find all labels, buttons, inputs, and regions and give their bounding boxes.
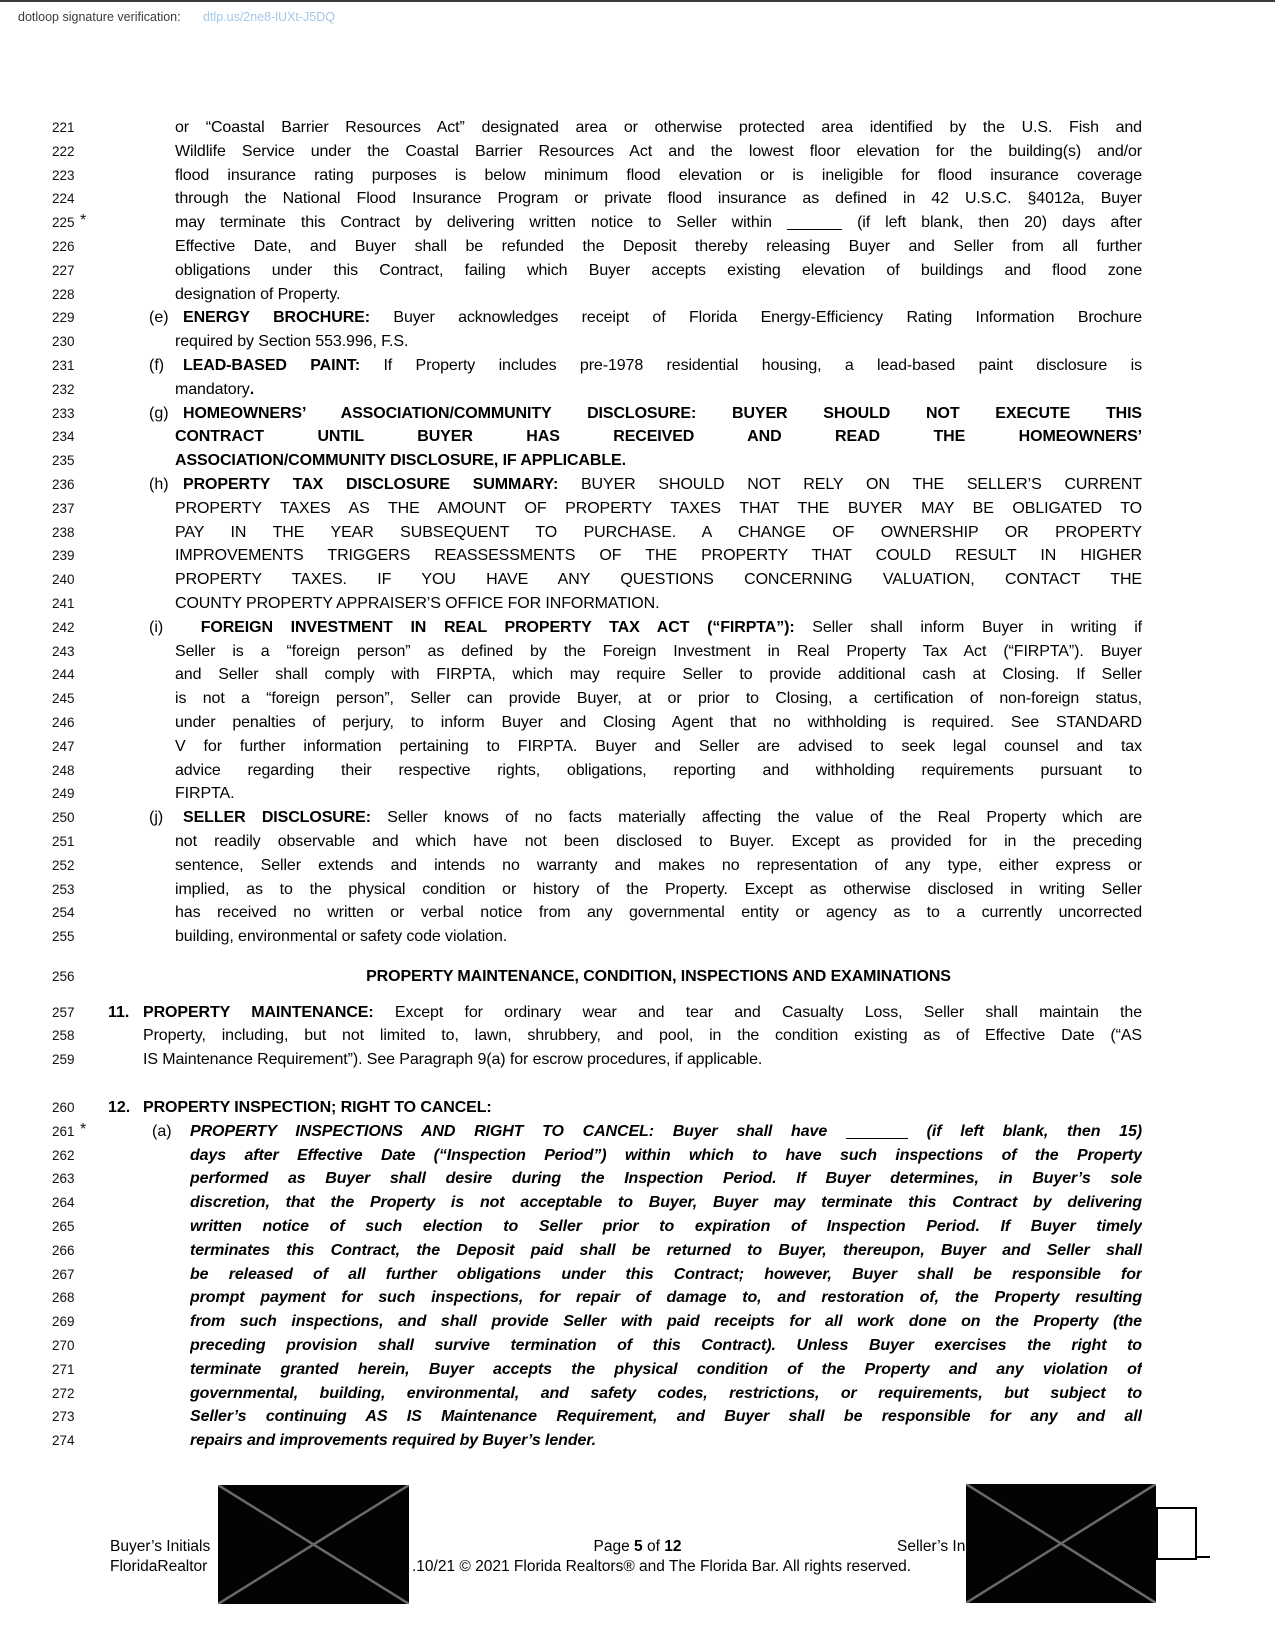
line-text: PROPERTY TAX DISCLOSURE SUMMARY: BUYER SHOULD NOT RELY ON THE SELLER’S CURRENT bbox=[183, 475, 1142, 493]
line-number: 245 bbox=[52, 691, 75, 707]
line-number: 258 bbox=[52, 1028, 75, 1044]
document-line bbox=[0, 830, 1275, 854]
line-number: 241 bbox=[52, 595, 75, 611]
line-number: 248 bbox=[52, 762, 75, 778]
document-line bbox=[0, 378, 1275, 402]
document-line bbox=[0, 711, 1275, 735]
blank-field bbox=[846, 1125, 908, 1139]
line-number: 235 bbox=[52, 453, 75, 469]
document-line bbox=[0, 592, 1275, 616]
document-line bbox=[0, 878, 1275, 902]
line-number: 232 bbox=[52, 381, 75, 397]
line-number: 255 bbox=[52, 929, 75, 945]
document-line bbox=[0, 306, 1275, 330]
line-number: 273 bbox=[52, 1409, 75, 1425]
line-number: 237 bbox=[52, 500, 75, 516]
line-text: not readily observable and which have not been disclosed to Buyer. Except as provided for in the preceding bbox=[175, 832, 1142, 850]
line-text: from such inspections, and shall provide Seller with paid receipts for all work done on the Property (the bbox=[190, 1313, 1142, 1331]
line-text: PROPERTY TAXES. IF YOU HAVE ANY QUESTIONS CONCERNING VALUATION, CONTACT THE bbox=[175, 571, 1142, 589]
document-line bbox=[0, 806, 1275, 830]
line-number: 274 bbox=[52, 1433, 75, 1449]
document-line bbox=[0, 1215, 1275, 1239]
clause-label: 12. bbox=[108, 1099, 131, 1117]
document-line bbox=[0, 965, 1275, 989]
line-text: V for further information pertaining to FIRPTA. Buyer and Seller are advised to seek legal counsel and tax bbox=[175, 737, 1142, 755]
document-line bbox=[0, 116, 1275, 140]
document-line bbox=[0, 1144, 1275, 1168]
document-line bbox=[0, 1167, 1275, 1191]
document-line bbox=[0, 544, 1275, 568]
line-text: through the National Flood Insurance Program or private flood insurance as defined in 42 U.S.C. §4012a, Buyer bbox=[175, 190, 1142, 208]
document-line bbox=[0, 925, 1275, 949]
line-number: 233 bbox=[52, 405, 75, 421]
line-text: prompt payment for such inspections, for repair of damage to, and restoration of, the Property resulting bbox=[190, 1289, 1142, 1307]
line-text: PROPERTY INSPECTION; RIGHT TO CANCEL: bbox=[143, 1099, 492, 1117]
line-text: preceding provision shall survive termination of this Contract). Unless Buyer exercises the right to bbox=[190, 1337, 1142, 1355]
line-text: COUNTY PROPERTY APPRAISER’S OFFICE FOR INFORMATION. bbox=[175, 594, 660, 612]
document-line bbox=[0, 354, 1275, 378]
line-text: HOMEOWNERS’ ASSOCIATION/COMMUNITY DISCLOSURE: BUYER SHOULD NOT EXECUTE THIS bbox=[183, 404, 1142, 422]
document-line bbox=[0, 283, 1275, 307]
line-text: has received no written or verbal notice from any governmental entity or agency as to a currently uncorrected bbox=[175, 904, 1142, 922]
line-number: 246 bbox=[52, 714, 75, 730]
line-text: sentence, Seller extends and intends no warranty and makes no representation of any type, either express or bbox=[175, 856, 1142, 874]
footer-form-name: FloridaRealtor bbox=[110, 1558, 208, 1575]
document-line bbox=[0, 616, 1275, 640]
line-text: is not a “foreign person”, Seller can provide Buyer, at or prior to Closing, a certification of non-foreign status, bbox=[175, 690, 1142, 708]
line-number: 223 bbox=[52, 167, 75, 183]
line-text: governmental, building, environmental, and safety codes, restrictions, or requirements, but subject to bbox=[190, 1384, 1142, 1402]
clause-label: (a) bbox=[152, 1122, 172, 1140]
clause-label: (f) bbox=[149, 356, 165, 374]
clause-label: (e) bbox=[149, 309, 169, 327]
line-asterisk: * bbox=[80, 212, 87, 230]
document-line bbox=[0, 1263, 1275, 1287]
line-text: CONTRACT UNTIL BUYER HAS RECEIVED AND READ THE HOMEOWNERS’ bbox=[175, 428, 1142, 446]
document-line bbox=[0, 1310, 1275, 1334]
line-number: 221 bbox=[52, 120, 75, 135]
line-number: 271 bbox=[52, 1361, 75, 1377]
clause-label: (h) bbox=[149, 475, 169, 493]
line-number: 244 bbox=[52, 667, 75, 683]
line-text: Effective Date, and Buyer shall be refunded the Deposit thereby releasing Buyer and Seller from all further bbox=[175, 237, 1142, 255]
document-line bbox=[0, 1405, 1275, 1429]
line-number: 256 bbox=[52, 968, 75, 984]
line-number: 269 bbox=[52, 1314, 75, 1330]
line-text: building, environmental or safety code violation. bbox=[175, 928, 508, 946]
line-text: performed as Buyer shall desire during the Inspection Period. If Buyer determines, in Buyer’s sole bbox=[190, 1170, 1142, 1188]
line-text: implied, as to the physical condition or history of the Property. Except as otherwise disclosed in writing Seller bbox=[175, 880, 1142, 898]
document-line bbox=[0, 259, 1275, 283]
line-text: discretion, that the Property is not acceptable to Buyer, Buyer may terminate this Contract by delivering bbox=[190, 1194, 1142, 1212]
document-line bbox=[0, 854, 1275, 878]
line-text: written notice of such election to Seller prior to expiration of Inspection Period. If Buyer timely bbox=[190, 1218, 1142, 1236]
line-number: 225 bbox=[52, 215, 75, 231]
document-line bbox=[0, 164, 1275, 188]
document-line bbox=[0, 1334, 1275, 1358]
line-number: 249 bbox=[52, 786, 75, 802]
document-line bbox=[0, 1096, 1275, 1120]
line-number: 226 bbox=[52, 238, 75, 254]
line-number: 264 bbox=[52, 1195, 75, 1211]
line-text: Property, including, but not limited to, lawn, shrubbery, and pool, in the condition existing as of Effective Date (“AS bbox=[143, 1027, 1142, 1045]
redaction-placeholder-icon bbox=[218, 1485, 409, 1604]
line-number: 263 bbox=[52, 1171, 75, 1187]
line-number: 247 bbox=[52, 738, 75, 754]
document-line bbox=[0, 568, 1275, 592]
line-asterisk: * bbox=[80, 1120, 87, 1138]
initials-entry-box bbox=[1156, 1507, 1197, 1560]
line-text: Seller is a “foreign person” as defined by the Foreign Investment in Real Property Tax Act (“FIRPTA”). Buyer bbox=[175, 642, 1142, 660]
footer-copyright: .10/21 © 2021 Florida Realtors® and The Florida Bar. All rights reserved. bbox=[412, 1558, 912, 1575]
page-number: Page 5 of 12 bbox=[593, 1538, 682, 1555]
line-text: or “Coastal Barrier Resources Act” designated area or otherwise protected area identified by the U.S. Fish and bbox=[175, 119, 1142, 136]
line-number: 260 bbox=[52, 1100, 75, 1116]
document-line bbox=[0, 1001, 1275, 1025]
document-line bbox=[0, 1120, 1275, 1144]
document-line bbox=[0, 1382, 1275, 1406]
line-text: flood insurance rating purposes is below minimum flood elevation or is ineligible for flood insurance coverage bbox=[175, 166, 1142, 184]
line-number: 239 bbox=[52, 548, 75, 564]
line-number: 253 bbox=[52, 881, 75, 897]
document-line bbox=[0, 449, 1275, 473]
line-text: FOREIGN INVESTMENT IN REAL PROPERTY TAX ACT (“FIRPTA”): Seller shall inform Buyer in writing if bbox=[183, 618, 1142, 636]
line-number: 250 bbox=[52, 810, 75, 826]
document-line bbox=[0, 687, 1275, 711]
sellers-initials-redaction-box bbox=[966, 1484, 1156, 1608]
line-number: 257 bbox=[52, 1004, 75, 1020]
line-number: 262 bbox=[52, 1147, 75, 1163]
clause-label: (j) bbox=[149, 809, 164, 827]
document-line bbox=[0, 901, 1275, 925]
document-line bbox=[0, 402, 1275, 426]
line-text: designation of Property. bbox=[175, 285, 341, 303]
document-line bbox=[0, 1429, 1275, 1453]
document-line bbox=[0, 521, 1275, 545]
line-number: 267 bbox=[52, 1266, 75, 1282]
document-line bbox=[0, 1048, 1275, 1072]
document-line bbox=[0, 1024, 1275, 1048]
line-text: Seller’s continuing AS IS Maintenance Requirement, and Buyer shall be responsible for any and all bbox=[190, 1408, 1142, 1426]
clause-label: (i) bbox=[149, 618, 164, 636]
document-line bbox=[0, 640, 1275, 664]
line-text: terminates this Contract, the Deposit paid shall be returned to Buyer, thereupon, Buyer and Seller shall bbox=[190, 1241, 1142, 1259]
line-number: 234 bbox=[52, 429, 75, 445]
document-line bbox=[0, 497, 1275, 521]
line-text: repairs and improvements required by Buyer’s lender. bbox=[190, 1432, 596, 1450]
line-text: PROPERTY TAXES AS THE AMOUNT OF PROPERTY TAXES THAT THE BUYER MAY BE OBLIGATED TO bbox=[175, 499, 1142, 517]
line-number: 228 bbox=[52, 286, 75, 302]
line-number: 265 bbox=[52, 1219, 75, 1235]
line-number: 230 bbox=[52, 334, 75, 350]
line-text: ASSOCIATION/COMMUNITY DISCLOSURE, IF APPLICABLE. bbox=[175, 452, 626, 470]
line-number: 243 bbox=[52, 643, 75, 659]
document-line bbox=[0, 759, 1275, 783]
line-text: and Seller shall comply with FIRPTA, which may require Seller to provide additional cash at Closing. If Seller bbox=[175, 666, 1142, 684]
document-line bbox=[0, 235, 1275, 259]
blank-field bbox=[787, 216, 842, 230]
line-text: PROPERTY MAINTENANCE, CONDITION, INSPECTIONS AND EXAMINATIONS bbox=[366, 967, 951, 985]
redaction-placeholder-icon bbox=[966, 1484, 1156, 1603]
line-number: 266 bbox=[52, 1242, 75, 1258]
document-line bbox=[0, 1191, 1275, 1215]
clause-label: (g) bbox=[149, 404, 169, 422]
line-text: LEAD-BASED PAINT: If Property includes pre-1978 residential housing, a lead-based paint disclosure is bbox=[183, 356, 1142, 374]
document-line bbox=[0, 211, 1275, 235]
clause-label: 11. bbox=[108, 1003, 130, 1021]
document-line bbox=[0, 425, 1275, 449]
document-line bbox=[0, 140, 1275, 164]
line-number: 254 bbox=[52, 905, 75, 921]
line-number: 272 bbox=[52, 1385, 75, 1401]
line-number: 236 bbox=[52, 476, 75, 492]
document-line bbox=[0, 1286, 1275, 1310]
line-number: 259 bbox=[52, 1052, 75, 1068]
line-number: 227 bbox=[52, 262, 75, 278]
line-text: mandatory. bbox=[175, 380, 255, 398]
line-number: 268 bbox=[52, 1290, 75, 1306]
line-number: 231 bbox=[52, 357, 75, 373]
document-line bbox=[0, 782, 1275, 806]
document-line bbox=[0, 473, 1275, 497]
line-text: terminate granted herein, Buyer accepts the physical condition of the Property and any violation of bbox=[190, 1360, 1142, 1378]
line-text: FIRPTA. bbox=[175, 785, 235, 803]
verification-link[interactable]: dtlp.us/2ne8-lUXt-J5DQ bbox=[203, 10, 336, 24]
verification-label: dotloop signature verification: bbox=[18, 10, 181, 24]
line-text: required by Section 553.996, F.S. bbox=[175, 333, 409, 351]
buyers-initials-redaction-box bbox=[218, 1485, 409, 1609]
document-line bbox=[0, 1358, 1275, 1382]
line-text: PROPERTY INSPECTIONS AND RIGHT TO CANCEL: Buyer shall have (if left blank, then 15) bbox=[190, 1122, 1142, 1140]
document-line bbox=[0, 187, 1275, 211]
document-line bbox=[0, 330, 1275, 354]
line-text: be released of all further obligations under this Contract; however, Buyer shall be responsible for bbox=[190, 1265, 1142, 1283]
line-number: 224 bbox=[52, 191, 75, 207]
line-number: 229 bbox=[52, 310, 75, 326]
line-number: 222 bbox=[52, 143, 75, 159]
line-text: IS Maintenance Requirement”). See Paragraph 9(a) for escrow procedures, if applicable. bbox=[143, 1051, 763, 1069]
line-text: ENERGY BROCHURE: Buyer acknowledges receipt of Florida Energy-Efficiency Rating Information Brochure bbox=[183, 309, 1142, 327]
line-text: SELLER DISCLOSURE: Seller knows of no facts materially affecting the value of the Real Property which are bbox=[183, 809, 1142, 827]
buyers-initials-label: Buyer’s Initials bbox=[110, 1538, 211, 1555]
line-text: Wildlife Service under the Coastal Barrier Resources Act and the lowest floor elevation for the building(s) and/or bbox=[175, 142, 1142, 160]
line-number: 240 bbox=[52, 572, 75, 588]
document-line bbox=[0, 663, 1275, 687]
line-number: 238 bbox=[52, 524, 75, 540]
line-number: 261 bbox=[52, 1123, 75, 1139]
line-number: 242 bbox=[52, 619, 75, 635]
line-text: IMPROVEMENTS TRIGGERS REASSESSMENTS OF THE PROPERTY THAT COULD RESULT IN HIGHER bbox=[175, 547, 1142, 565]
line-text: PAY IN THE YEAR SUBSEQUENT TO PURCHASE. A CHANGE OF OWNERSHIP OR PROPERTY bbox=[175, 523, 1142, 541]
line-text: may terminate this Contract by delivering written notice to Seller within (if left blank, then 20) days after bbox=[175, 214, 1142, 232]
signature-line-fragment bbox=[1197, 1556, 1210, 1558]
line-text: days after Effective Date (“Inspection Period”) within which to have such inspections of the Property bbox=[190, 1146, 1142, 1164]
line-number: 251 bbox=[52, 833, 75, 849]
line-number: 252 bbox=[52, 857, 75, 873]
sellers-initials-label: Seller’s In bbox=[897, 1538, 966, 1555]
line-text: obligations under this Contract, failing which Buyer accepts existing elevation of buildings and flood zone bbox=[175, 261, 1142, 279]
document-line bbox=[0, 735, 1275, 759]
line-text: advice regarding their respective rights, obligations, reporting and withholding requirements pursuant to bbox=[175, 761, 1142, 779]
line-text: PROPERTY MAINTENANCE: Except for ordinary wear and tear and Casualty Loss, Seller shall maintain the bbox=[143, 1003, 1142, 1021]
line-text: under penalties of perjury, to inform Buyer and Closing Agent that no withholding is required. See STANDARD bbox=[175, 713, 1142, 731]
line-number: 270 bbox=[52, 1338, 75, 1354]
document-line bbox=[0, 1239, 1275, 1263]
